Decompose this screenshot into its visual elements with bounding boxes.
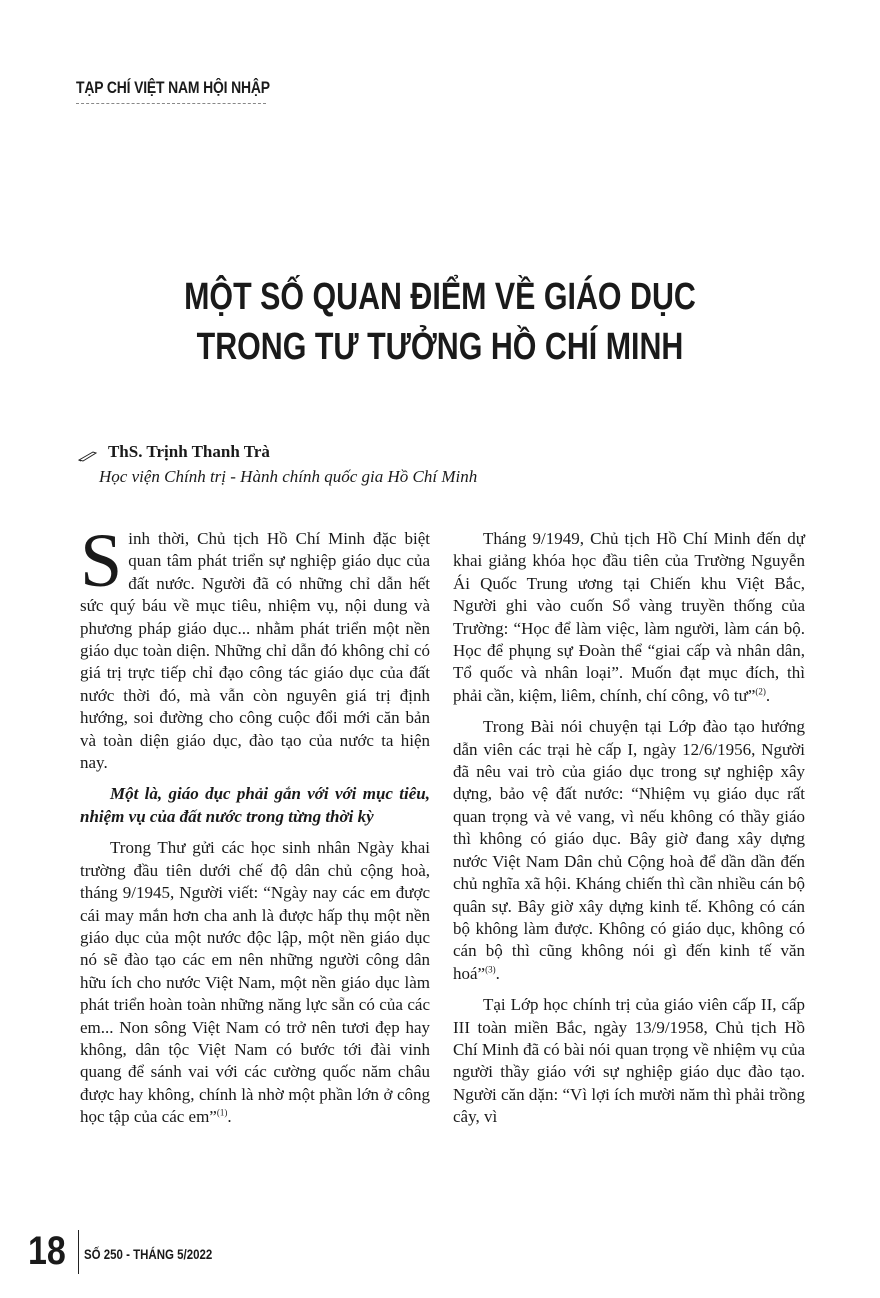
drop-cap: S	[80, 519, 123, 603]
right-column	[453, 528, 805, 1138]
title-line-2: TRONG TƯ TƯỞNG HỒ CHÍ MINH	[196, 326, 684, 368]
paragraph-text: Tháng 9/1949, Chủ tịch Hồ Chí Minh đến dự khai giảng khóa học đầu tiên của Trường Nguyễn Ái Quốc Trung ương tại Chiến khu Việt Bắc, Người ghi vào cuốn Sổ vàng truyền thống của Trường: “Học để làm việc, làm người, làm cán bộ. Học để phụng sự Đoàn thể “giai cấp và nhân dân, Tổ quốc và nhân loại”. Muốn đạt mục đích, thì phải cần, kiệm, liêm, chính, chí công, vô tư”	[453, 529, 805, 705]
paragraph-text: Tại Lớp học chính trị của giáo viên cấp II, cấp III toàn miền Bắc, ngày 13/9/1958, Chủ tịch Hồ Chí Minh đã có bài nói quan trọng về nhiệm vụ của người thầy giáo với sự nghiệp giáo dục đào tạo. Người căn dặn: “Vì lợi ích mười năm thì phải trồng cây, vì	[453, 995, 805, 1127]
journal-header: TẠP CHÍ VIỆT NAM HỘI NHẬP	[76, 78, 270, 97]
paragraph	[453, 716, 805, 985]
author-affiliation: Học viện Chính trị - Hành chính quốc gia Hồ Chí Minh	[99, 467, 478, 486]
article-title	[88, 272, 792, 372]
header-rule	[76, 103, 266, 104]
paragraph-end: .	[495, 963, 500, 983]
pen-icon	[78, 447, 98, 459]
paragraph	[80, 837, 430, 1128]
left-column	[80, 519, 430, 1138]
footnote-ref: (1)	[216, 1107, 228, 1118]
paragraph-end: .	[227, 1107, 232, 1127]
footnote-ref: (3)	[485, 964, 496, 975]
paragraph-end: .	[765, 685, 771, 705]
issue-label: SỐ 250 - THÁNG 5/2022	[84, 1246, 213, 1262]
paragraph-text: Trong Thư gửi các học sinh nhân Ngày khai trường đầu tiên dưới chế độ dân chủ cộng hoà, tháng 9/1945, Người viết: “Ngày nay các em được cái may mắn hơn cha anh là được hấp thụ một nền giáo dục của một nước độc lập, một nền giáo dục nó sẽ đào tạo các em nên những người công dân hữu ích cho nước Việt Nam, một nền giáo dục làm phát triển hoàn toàn những năng lực sẵn có của các em... Non sông Việt Nam có trở nên tươi đẹp hay không, dân tộc Việt Nam có bước tới đài vinh quang để sánh vai với các cường quốc năm châu được hay không, chính là nhờ một phần lớn ở công học tập của các em”	[80, 838, 430, 1127]
title-line-1: MỘT SỐ QUAN ĐIỂM VỀ GIÁO DỤC	[184, 276, 696, 318]
intro-text: inh thời, Chủ tịch Hồ Chí Minh đặc biệt quan tâm phát triển sự nghiệp giáo dục của đất nước. Người đã có những chỉ dẫn hết sức quý báu về mục tiêu, nhiệm vụ, nội dung và phương pháp giáo dục... nhằm phát triển một nền giáo dục toàn diện. Những chỉ dẫn đó không chỉ có giá trị trực tiếp chỉ đạo công tác giáo dục của đất nước thời đó, mà vẫn còn nguyên giá trị định hướng, soi đường cho công cuộc đổi mới căn bản và toàn diện giáo dục, đào tạo của nước ta hiện nay.	[80, 529, 430, 773]
intro-paragraph	[80, 519, 430, 774]
paragraph-text: Trong Bài nói chuyện tại Lớp đào tạo hướng dẫn viên các trại hè cấp I, ngày 12/6/1956, Người đã nêu vai trò của giáo dục trong sự nghiệp xây dựng, bảo vệ đất nước: “Nhiệm vụ giáo dục rất quan trọng và vẻ vang, vì nếu không có thầy giáo thì không có giáo dục. Bây giờ đang xây dựng nước Việt Nam Dân chủ Cộng hoà để dần dần đến chủ nghĩa xã hội. Kháng chiến thì cần nhiều cán bộ quân sự. Bây giờ xây dựng kinh tế. Không có cán bộ không làm được. Không có giáo dục, không có cán bộ thì cũng không nói gì đến kinh tế văn hoá”	[453, 717, 805, 983]
footer-divider	[78, 1230, 79, 1274]
paragraph	[453, 994, 805, 1128]
author-name: ThS. Trịnh Thanh Trà	[107, 442, 270, 461]
paragraph	[453, 528, 805, 707]
author-line	[78, 442, 270, 462]
page-number: 18	[28, 1229, 66, 1273]
footnote-ref: (2)	[755, 686, 766, 697]
subheading: Một là, giáo dục phải gắn với với mục tiêu, nhiệm vụ của đất nước trong từng thời kỳ	[80, 784, 430, 826]
